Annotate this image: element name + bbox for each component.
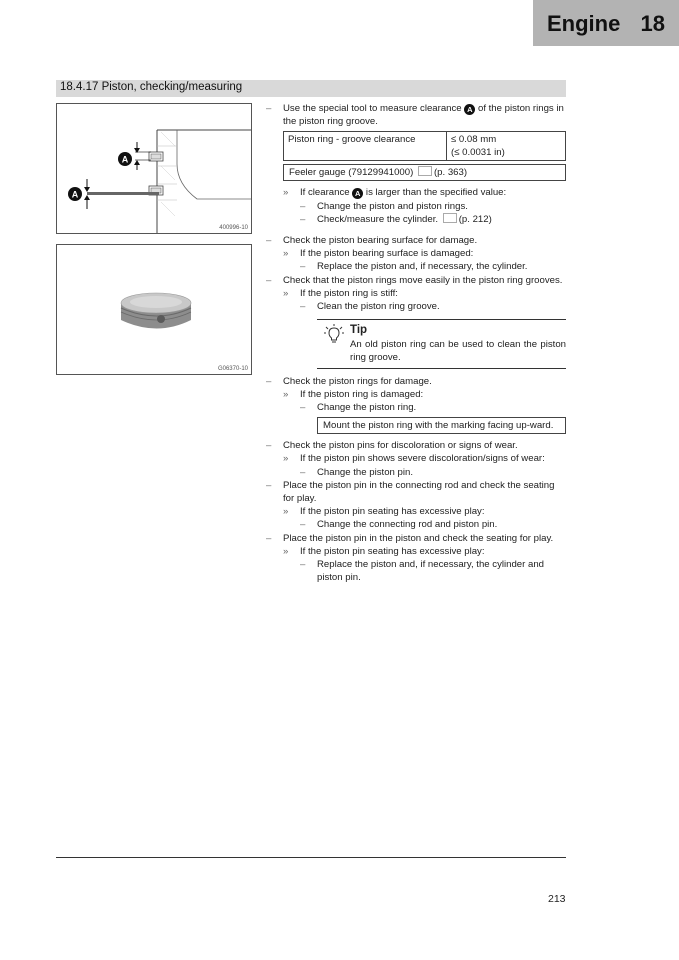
- figure-ring-clearance: [56, 103, 252, 234]
- clearance-label-a: A: [71, 189, 79, 200]
- tip-title: Tip: [350, 324, 368, 337]
- action-item: – Change the piston ring.: [300, 402, 417, 414]
- ring-groove-diagram: [57, 104, 251, 233]
- spec-value: ≤ 0.08 mm (≤ 0.0031 in): [447, 132, 566, 161]
- step-item: – Use the special tool to measure clearance A of the piston rings in the piston ring groove.: [266, 103, 564, 128]
- page-number: 213: [548, 893, 566, 905]
- action-item: – Change the connecting rod and piston pin.: [300, 519, 498, 531]
- action-item: – Clean the piston ring groove.: [300, 301, 440, 313]
- label-a-badge: A: [352, 188, 363, 199]
- chapter-number: 18: [640, 11, 665, 36]
- footer-divider: [56, 857, 566, 858]
- tip-box: [317, 319, 566, 368]
- action-item: – Change the piston pin.: [300, 466, 414, 478]
- action-item: – Replace the piston and, if necessary, the cylinder.: [300, 261, 528, 273]
- chapter-tab: [533, 0, 679, 46]
- page-link[interactable]: (p. 212): [458, 213, 492, 225]
- condition-item: » If the piston ring is stiff:: [283, 287, 398, 299]
- figure-piston: [56, 244, 252, 375]
- procedure-content: [266, 102, 566, 584]
- note-box: Mount the piston ring with the marking facing up-ward.: [317, 417, 566, 434]
- book-reference-icon: [443, 213, 457, 223]
- action-item: – Check/measure the cylinder. (p. 212): [300, 213, 492, 225]
- step-item: – Check the piston pins for discoloration or signs of wear.: [266, 440, 518, 452]
- tip-text: An old piston ring can be used to clean the piston ring groove.: [350, 339, 566, 364]
- step-item: – Check the piston bearing surface for damage.: [266, 235, 478, 247]
- label-a-badge: A: [464, 104, 475, 115]
- chapter-title: Engine: [547, 11, 621, 36]
- section-heading-bar: [56, 80, 566, 97]
- condition-item: » If the piston pin seating has excessive play:: [283, 545, 485, 557]
- action-item: – Change the piston and piston rings.: [300, 200, 468, 212]
- condition-item: » If the piston pin seating has excessive play:: [283, 506, 485, 518]
- piston-illustration: [57, 245, 251, 374]
- action-item: – Replace the piston and, if necessary, the cylinder and piston pin.: [300, 559, 545, 584]
- lightbulb-icon: [323, 324, 345, 346]
- step-item: – Check that the piston rings move easily in the piston ring grooves.: [266, 274, 563, 286]
- condition-item: » If clearance A is larger than the specified value:: [283, 187, 507, 199]
- section-title: 18.4.17 Piston, checking/measuring: [60, 81, 243, 93]
- condition-item: » If the piston ring is damaged:: [283, 388, 424, 400]
- clearance-label-a: A: [121, 154, 129, 165]
- page-link[interactable]: (p. 363): [433, 167, 468, 179]
- tool-reference-box: Feeler gauge (79129941000) (p. 363): [283, 164, 566, 181]
- figure-code: 400996-10: [219, 225, 248, 231]
- spec-name: Piston ring - groove clearance: [284, 132, 447, 161]
- condition-item: » If the piston bearing surface is damaged:: [283, 248, 474, 260]
- book-reference-icon: [418, 166, 432, 176]
- step-item: – Place the piston pin in the connecting rod and check the seating for play.: [266, 479, 555, 505]
- step-item: – Check the piston rings for damage.: [266, 375, 432, 387]
- step-item: – Place the piston pin in the piston and check the seating for play.: [266, 532, 554, 544]
- condition-item: » If the piston pin shows severe discoloration/signs of wear:: [283, 453, 545, 465]
- spec-table: [283, 131, 566, 161]
- figure-code: G06370-10: [217, 366, 248, 372]
